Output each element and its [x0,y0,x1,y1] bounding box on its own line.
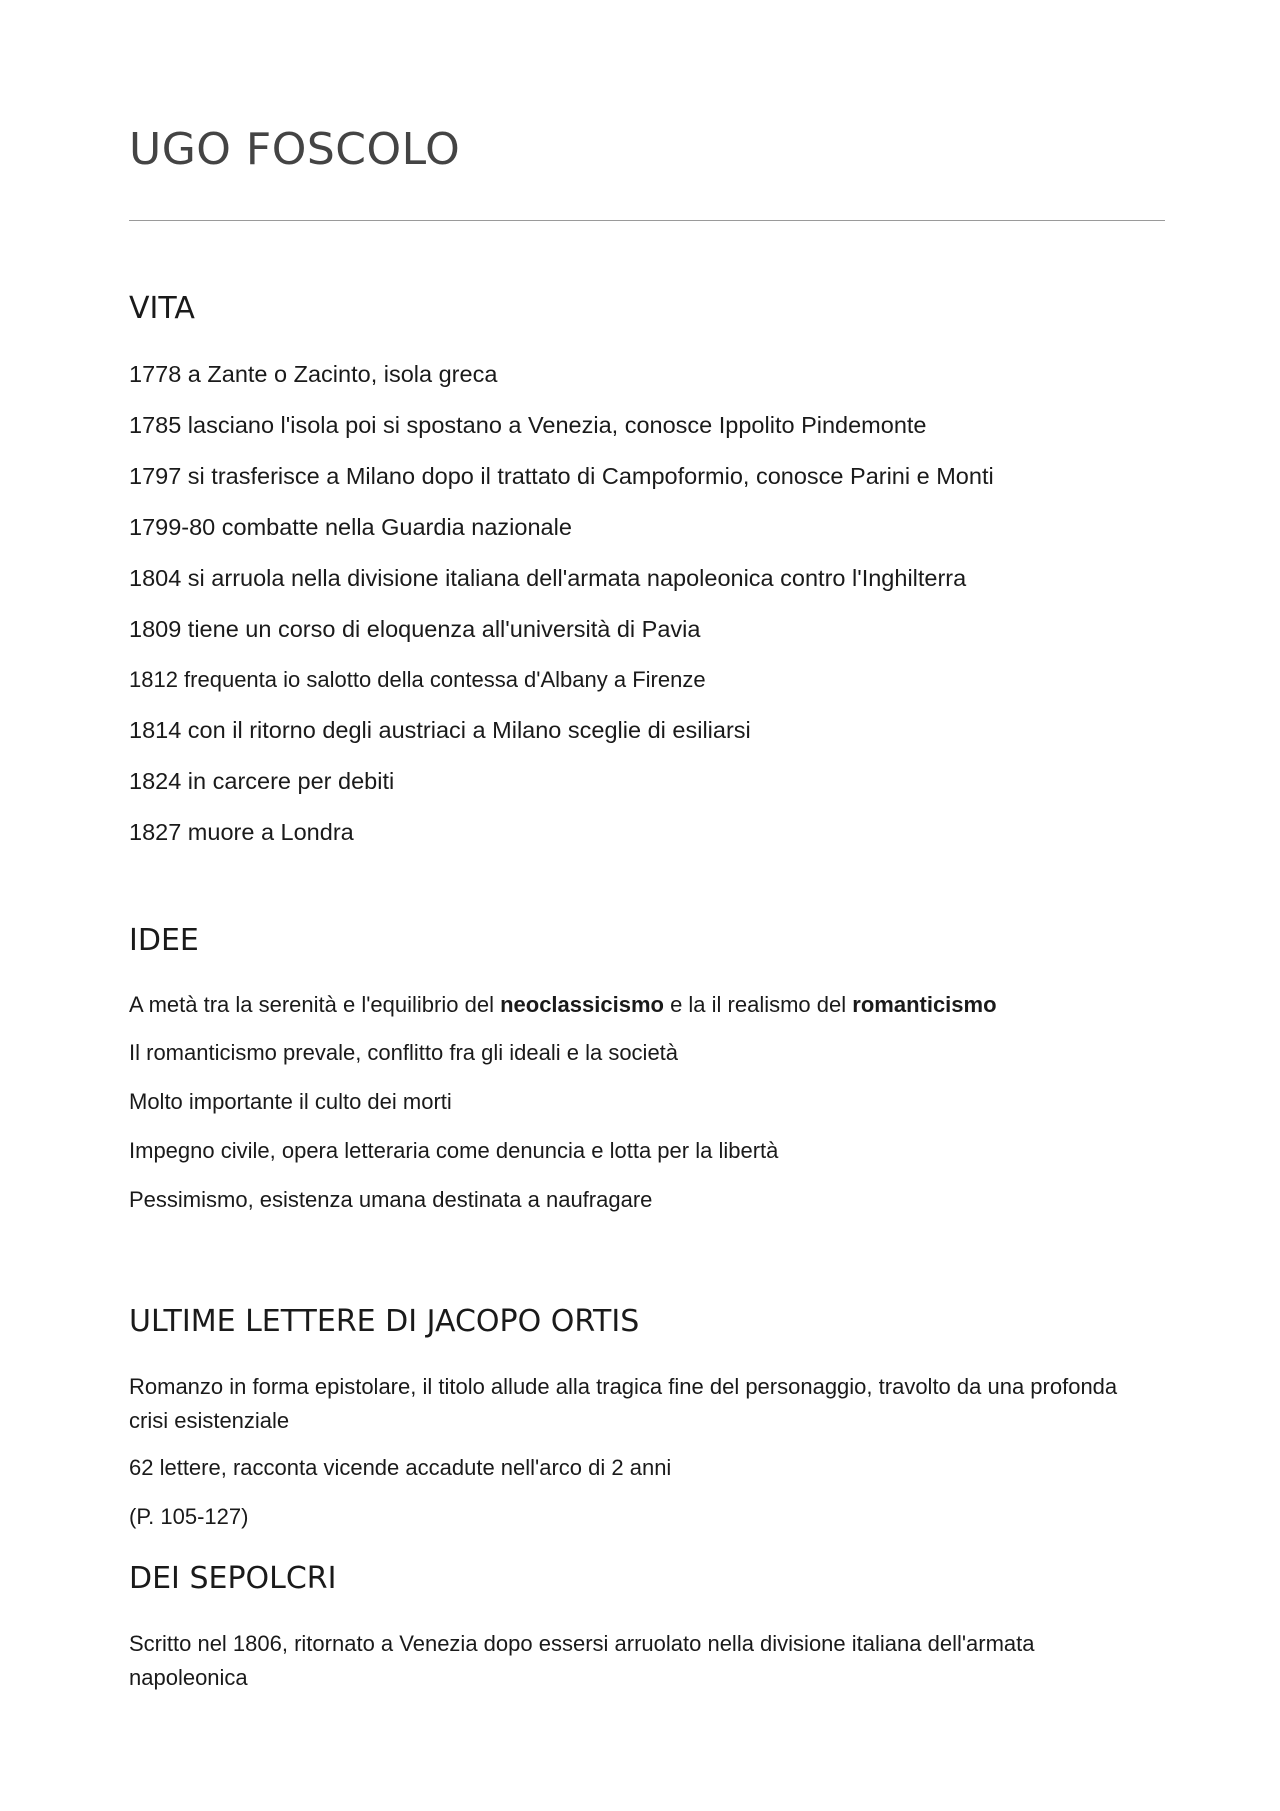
vita-item: 1827 muore a Londra [129,819,354,845]
vita-item: 1797 si trasferisce a Milano dopo il trattato di Campoformio, conosce Parini e Monti [129,463,994,489]
idee-item: Molto importante il culto dei morti [129,1089,452,1114]
idee-bold-romanticismo: romanticismo [852,992,997,1017]
sepolcri-paragraph: Scritto nel 1806, ritornato a Venezia dopo essersi arruolato nella divisione italiana dell'armata napoleonica [129,1631,1035,1690]
vita-item: 1778 a Zante o Zacinto, isola greca [129,361,498,387]
idee-item [129,989,997,1021]
section-heading-ortis: ULTIME LETTERE DI JACOPO ORTIS [129,1304,640,1339]
page-title: UGO FOSCOLO [129,124,461,175]
idee-bold-neoclassicismo: neoclassicismo [500,992,664,1017]
ortis-item: (P. 105-127) [129,1504,249,1529]
section-heading-vita: VITA [129,291,195,326]
vita-item: 1799-80 combatte nella Guardia nazionale [129,514,572,540]
vita-item: 1824 in carcere per debiti [129,768,395,794]
vita-item: 1809 tiene un corso di eloquenza all'università di Pavia [129,616,701,642]
ortis-item: 62 lettere, racconta vicende accadute nell'arco di 2 anni [129,1455,672,1480]
vita-item: 1814 con il ritorno degli austriaci a Milano sceglie di esiliarsi [129,717,751,743]
vita-item: 1812 frequenta io salotto della contessa d'Albany a Firenze [129,667,706,692]
idee-item: Il romanticismo prevale, conflitto fra gli ideali e la società [129,1040,679,1065]
idee-item: Impegno civile, opera letteraria come denuncia e lotta per la libertà [129,1138,779,1163]
idee-text: A metà tra la serenità e l'equilibrio del [129,992,501,1017]
title-divider [129,220,1165,221]
section-heading-idee: IDEE [129,923,199,958]
idee-text: e la il realismo del [663,992,853,1017]
section-heading-sepolcri: DEI SEPOLCRI [129,1561,337,1596]
vita-item: 1804 si arruola nella divisione italiana dell'armata napoleonica contro l'Inghilterra [129,565,967,591]
idee-item: Pessimismo, esistenza umana destinata a naufragare [129,1187,653,1212]
vita-item: 1785 lasciano l'isola poi si spostano a Venezia, conosce Ippolito Pindemonte [129,412,927,438]
ortis-paragraph: Romanzo in forma epistolare, il titolo allude alla tragica fine del personaggio, travolto da una profonda crisi esistenziale [129,1374,1118,1433]
